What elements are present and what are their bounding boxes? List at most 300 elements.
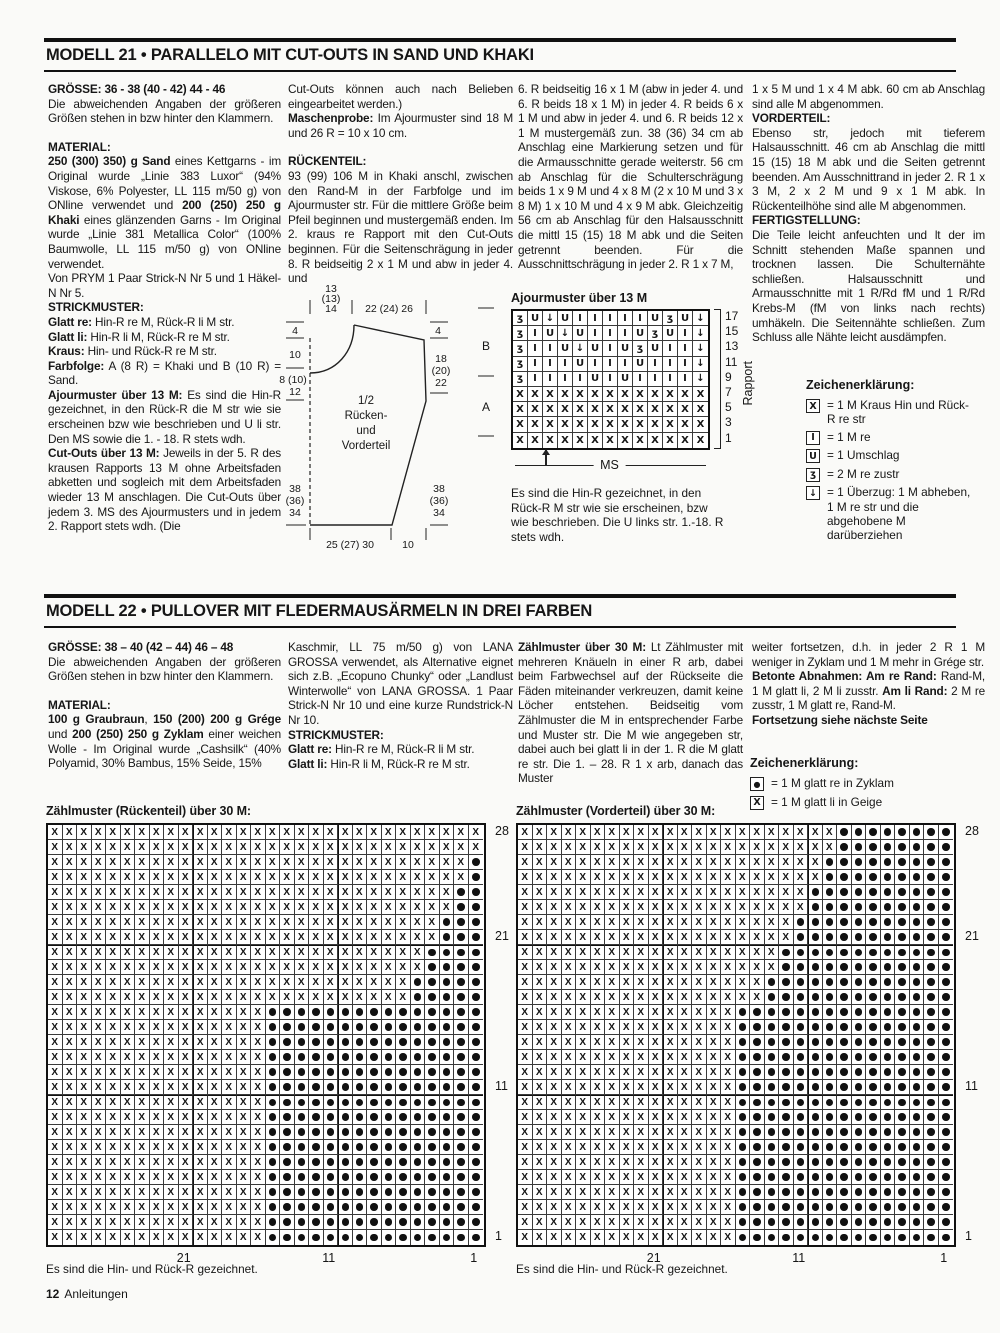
chart-cell: X <box>121 1230 136 1245</box>
row-number: 13 <box>725 339 739 354</box>
chart-cell <box>295 1125 310 1140</box>
chart-cell: X <box>750 915 765 930</box>
dot-symbol-icon <box>457 888 465 896</box>
chart-cell: X <box>193 1215 208 1230</box>
chart-cell <box>295 1215 310 1230</box>
chart-cell: X <box>237 960 252 975</box>
chart-cell <box>382 1155 397 1170</box>
dot-symbol-icon <box>927 1128 935 1136</box>
chart-cell: X <box>576 1125 591 1140</box>
chart-cell: X <box>164 930 179 945</box>
chart-cell: X <box>750 840 765 855</box>
chart-cell: X <box>605 1080 620 1095</box>
chart-cell <box>910 1050 925 1065</box>
chart-cell: X <box>588 417 603 432</box>
chart-cell: X <box>48 1155 63 1170</box>
chart-cell: X <box>193 1185 208 1200</box>
dot-symbol-icon <box>443 1234 451 1242</box>
chart-cell <box>266 1035 281 1050</box>
dot-symbol-icon <box>898 933 906 941</box>
chart-cell: X <box>736 945 751 960</box>
dot-symbol-icon <box>913 1218 921 1226</box>
dot-symbol-icon <box>797 1053 805 1061</box>
chart-cell <box>939 915 954 930</box>
chart-cell: ʒ <box>513 311 528 326</box>
chart-cell: X <box>440 900 455 915</box>
chart-cell <box>794 960 809 975</box>
chart-cell <box>924 990 939 1005</box>
chart-cell: X <box>721 1050 736 1065</box>
chart-cell: X <box>106 1140 121 1155</box>
dot-symbol-icon <box>428 1083 436 1091</box>
dot-symbol-icon <box>840 843 848 851</box>
chart-cell: X <box>382 840 397 855</box>
chart-cell: X <box>533 1230 548 1245</box>
dot-symbol-icon <box>913 1143 921 1151</box>
chart-cell <box>309 1110 324 1125</box>
chart-cell: X <box>338 855 353 870</box>
chart-cell <box>837 1215 852 1230</box>
dot-symbol-icon <box>443 1128 451 1136</box>
chart-cell: X <box>179 1080 194 1095</box>
chart-cell <box>469 1125 484 1140</box>
dot-symbol-icon <box>457 1203 465 1211</box>
chart-cell <box>895 900 910 915</box>
chart-cell: X <box>547 975 562 990</box>
chart-cell <box>852 900 867 915</box>
chart-cell: X <box>77 1140 92 1155</box>
chart-cell <box>440 1080 455 1095</box>
chart-cell: X <box>150 840 165 855</box>
chart-cell: X <box>324 945 339 960</box>
chart-cell: X <box>518 915 533 930</box>
chart-cell: X <box>692 975 707 990</box>
chart-cell <box>367 1050 382 1065</box>
dot-symbol-icon <box>898 1143 906 1151</box>
chart-cell <box>765 1200 780 1215</box>
dot-symbol-icon <box>283 1173 291 1181</box>
chart-cell: X <box>707 900 722 915</box>
chart-cell: X <box>779 870 794 885</box>
chart-cell <box>866 1125 881 1140</box>
dot-symbol-icon <box>298 1023 306 1031</box>
dot-symbol-icon <box>443 933 451 941</box>
chart-cell: I <box>528 357 543 372</box>
chart-cell <box>779 1170 794 1185</box>
chart-cell: X <box>620 1020 635 1035</box>
chart-cell: X <box>605 1005 620 1020</box>
chart-cell: X <box>338 915 353 930</box>
chart-cell: X <box>92 915 107 930</box>
chart-cell: X <box>591 945 606 960</box>
chart-cell: X <box>634 945 649 960</box>
symbol-box-icon: U <box>806 449 820 463</box>
chart-cell: X <box>237 1155 252 1170</box>
chart-cell <box>338 1230 353 1245</box>
chart-cell <box>338 1125 353 1140</box>
chart-cell <box>823 915 838 930</box>
chart-cell: X <box>63 1155 78 1170</box>
dot-symbol-icon <box>812 949 820 957</box>
dot-symbol-icon <box>884 1083 892 1091</box>
chart-cell <box>396 1080 411 1095</box>
dot-symbol-icon <box>840 1173 848 1181</box>
chart-cell: X <box>92 1185 107 1200</box>
dot-symbol-icon <box>782 993 790 1001</box>
back-chart <box>46 804 526 1265</box>
dot-symbol-icon <box>370 1173 378 1181</box>
dot-symbol-icon <box>812 1188 820 1196</box>
dot-symbol-icon <box>768 1113 776 1121</box>
chart-cell: X <box>382 945 397 960</box>
chart-cell: X <box>547 840 562 855</box>
dot-symbol-icon <box>356 1158 364 1166</box>
chart-cell: X <box>547 960 562 975</box>
chart-cell: X <box>338 825 353 840</box>
chart-cell: X <box>396 900 411 915</box>
chart-cell <box>765 1020 780 1035</box>
dot-symbol-icon <box>884 873 892 881</box>
dot-symbol-icon <box>370 1023 378 1031</box>
chart-cell: X <box>663 1020 678 1035</box>
chart-cell <box>895 1110 910 1125</box>
chart-cell: X <box>106 840 121 855</box>
chart-cell <box>794 1110 809 1125</box>
chart-cell <box>837 885 852 900</box>
chart-cell: X <box>678 1005 693 1020</box>
chart-cell: X <box>266 930 281 945</box>
chart-cell: X <box>92 1170 107 1185</box>
chart-cell <box>324 1230 339 1245</box>
chart-cell: X <box>649 1080 664 1095</box>
chart-cell <box>295 1020 310 1035</box>
chart-cell <box>353 1155 368 1170</box>
chart-cell: X <box>164 1035 179 1050</box>
chart-cell <box>425 1005 440 1020</box>
chart-cell <box>866 1170 881 1185</box>
chart-cell: X <box>469 840 484 855</box>
chart-cell: X <box>150 1215 165 1230</box>
chart-cell: X <box>396 960 411 975</box>
chart-cell: X <box>92 975 107 990</box>
chart-cell <box>266 1065 281 1080</box>
measurement-label: 34 <box>289 507 301 519</box>
dot-symbol-icon <box>356 1203 364 1211</box>
dot-symbol-icon <box>739 1068 747 1076</box>
chart-cell: X <box>106 1125 121 1140</box>
chart-cell: X <box>547 1200 562 1215</box>
chart-cell: X <box>280 840 295 855</box>
chart-cell: X <box>309 930 324 945</box>
chart-cell: X <box>324 855 339 870</box>
chart-cell: X <box>576 1020 591 1035</box>
dot-symbol-icon <box>869 1083 877 1091</box>
chart-cell <box>779 1230 794 1245</box>
chart-cell: X <box>603 387 618 402</box>
dot-symbol-icon <box>370 1038 378 1046</box>
chart-cell: X <box>106 855 121 870</box>
chart-cell: X <box>533 885 548 900</box>
dot-symbol-icon <box>840 978 848 986</box>
chart-cell <box>808 1170 823 1185</box>
chart-cell <box>454 945 469 960</box>
chart-cell: X <box>251 1035 266 1050</box>
dot-symbol-icon <box>472 1008 480 1016</box>
dot-symbol-icon <box>797 978 805 986</box>
dot-symbol-icon <box>385 1038 393 1046</box>
chart-cell: X <box>591 1230 606 1245</box>
chart-cell <box>939 885 954 900</box>
dot-symbol-icon <box>443 1023 451 1031</box>
chart-cell: X <box>547 915 562 930</box>
chart-cell: X <box>533 960 548 975</box>
chart-cell: X <box>382 885 397 900</box>
chart-cell: X <box>237 915 252 930</box>
chart-cell <box>367 1020 382 1035</box>
chart-cell: X <box>92 1200 107 1215</box>
dot-symbol-icon <box>840 949 848 957</box>
chart-cell: X <box>338 885 353 900</box>
dot-symbol-icon <box>414 1068 422 1076</box>
chart-cell: ʒ <box>513 341 528 356</box>
dot-symbol-icon <box>472 1068 480 1076</box>
chart-cell <box>823 900 838 915</box>
dot-symbol-icon <box>327 1053 335 1061</box>
chart-cell: X <box>179 915 194 930</box>
chart-cell: X <box>562 1215 577 1230</box>
dot-symbol-icon <box>739 1038 747 1046</box>
dot-symbol-icon <box>753 1143 761 1151</box>
dot-symbol-icon <box>399 1083 407 1091</box>
chart-cell: ʒ <box>513 372 528 387</box>
dot-symbol-icon <box>840 993 848 1001</box>
dot-symbol-icon <box>812 903 820 911</box>
chart-cell: X <box>558 402 573 417</box>
chart-cell <box>866 870 881 885</box>
chart-cell: X <box>693 402 708 417</box>
dot-symbol-icon <box>884 1218 892 1226</box>
chart-cell <box>295 1170 310 1185</box>
chart-cell: X <box>649 1200 664 1215</box>
chart-cell: X <box>707 840 722 855</box>
chart-cell <box>440 945 455 960</box>
dot-symbol-icon <box>855 1158 863 1166</box>
chart-cell <box>823 990 838 1005</box>
dot-symbol-icon <box>342 1128 350 1136</box>
chart-cell: X <box>750 960 765 975</box>
chart-cell: X <box>135 885 150 900</box>
chart-cell: X <box>280 915 295 930</box>
ms-start-arrow-icon <box>545 450 547 465</box>
dot-symbol-icon <box>312 1128 320 1136</box>
chart-cell: X <box>77 975 92 990</box>
dot-symbol-icon <box>472 1113 480 1121</box>
row-number: 5 <box>725 400 732 415</box>
chart-cell: X <box>750 990 765 1005</box>
chart-cell: X <box>179 1155 194 1170</box>
dot-symbol-icon <box>370 1068 378 1076</box>
dot-symbol-icon <box>283 1099 291 1107</box>
legend-item <box>806 430 996 445</box>
chart-cell <box>454 915 469 930</box>
chart-cell: X <box>353 870 368 885</box>
chart-cell: X <box>63 1065 78 1080</box>
chart-cell <box>852 1065 867 1080</box>
dot-symbol-icon <box>298 1128 306 1136</box>
chart-cell <box>266 1080 281 1095</box>
dot-symbol-icon <box>898 843 906 851</box>
dot-symbol-icon <box>443 1008 451 1016</box>
chart-cell: X <box>222 1230 237 1245</box>
chart-cell <box>939 1095 954 1110</box>
chart-cell <box>765 1140 780 1155</box>
dot-symbol-icon <box>927 1234 935 1242</box>
chart-cell <box>295 1140 310 1155</box>
chart-cell: X <box>591 1080 606 1095</box>
chart-cell <box>910 1185 925 1200</box>
chart-cell: X <box>150 990 165 1005</box>
dot-symbol-icon <box>927 1023 935 1031</box>
dot-symbol-icon <box>797 993 805 1001</box>
chart-cell <box>454 1065 469 1080</box>
chart-cell <box>324 1005 339 1020</box>
dot-symbol-icon <box>855 993 863 1001</box>
chart-cell <box>367 1230 382 1245</box>
paragraph: Kaschmir, LL 75 m/50 g) von LANA GROSSA verwendet, als Alternative eignet sich z.B. „Ecopuno Chunky“ oder „Landlust Winterwolle“ von LANA GROSSA. 1 Paar Strick-N Nr 10 und eine kurze Rundstrick-N Nr 10. <box>288 640 513 727</box>
dot-symbol-icon <box>840 1158 848 1166</box>
chart-cell <box>469 945 484 960</box>
chart-cell: X <box>411 885 426 900</box>
dot-symbol-icon <box>269 1203 277 1211</box>
chart-cell <box>469 1080 484 1095</box>
chart-cell: X <box>620 1155 635 1170</box>
chart-cell: X <box>562 960 577 975</box>
dot-symbol-icon <box>399 1188 407 1196</box>
dot-symbol-icon <box>472 1099 480 1107</box>
chart-cell: X <box>63 945 78 960</box>
dot-symbol-icon <box>342 1188 350 1196</box>
chart-cell <box>440 1095 455 1110</box>
paragraph: Von PRYM 1 Paar Strick-N Nr 5 und 1 Häkel-N Nr 5. <box>48 271 281 300</box>
chart-cell <box>866 1155 881 1170</box>
chart-cell: X <box>605 915 620 930</box>
chart-cell: I <box>603 326 618 341</box>
dot-symbol-icon <box>855 933 863 941</box>
chart-cell: X <box>518 1125 533 1140</box>
chart-cell: X <box>106 1020 121 1035</box>
chart-cell <box>765 1050 780 1065</box>
chart-cell: X <box>135 1065 150 1080</box>
dot-symbol-icon <box>298 1038 306 1046</box>
dot-symbol-icon <box>812 1083 820 1091</box>
dot-symbol-icon <box>414 1234 422 1242</box>
chart-cell: X <box>562 1140 577 1155</box>
dot-symbol-icon <box>927 888 935 896</box>
dot-symbol-icon <box>812 993 820 1001</box>
chart-cell <box>895 1020 910 1035</box>
dot-symbol-icon <box>269 1158 277 1166</box>
chart-cell: X <box>533 1005 548 1020</box>
chart-cell <box>823 1185 838 1200</box>
dot-symbol-icon <box>812 1203 820 1211</box>
chart-cell: X <box>222 945 237 960</box>
chart-cell: I <box>678 341 693 356</box>
chart-cell <box>852 1035 867 1050</box>
paragraph: Ajourmuster über 13 M: Es sind die Hin-R gezeichnet, in den Rück-R die M str wie sie erscheinen bzw wie beschrieben und U li str. Den MS sowie die 1. - 18. R stets wdh. <box>48 387 281 446</box>
dot-symbol-icon <box>869 1023 877 1031</box>
chart-cell: X <box>634 1035 649 1050</box>
chart-cell <box>750 1050 765 1065</box>
dot-symbol-icon <box>283 1143 291 1151</box>
chart-cell <box>469 1200 484 1215</box>
chart-cell <box>765 1005 780 1020</box>
chart-cell: X <box>454 855 469 870</box>
dot-symbol-icon <box>428 963 436 971</box>
chart-cell <box>895 1140 910 1155</box>
chart-cell: X <box>707 870 722 885</box>
chart-cell <box>396 1050 411 1065</box>
chart-cell: X <box>164 1230 179 1245</box>
chart-cell <box>440 1020 455 1035</box>
chart-cell: X <box>179 870 194 885</box>
chart-cell <box>338 1065 353 1080</box>
dot-symbol-icon <box>898 1113 906 1121</box>
chart-cell <box>852 1170 867 1185</box>
chart-cell: X <box>620 930 635 945</box>
chart-cell: X <box>324 915 339 930</box>
chart-cell <box>382 1020 397 1035</box>
dot-symbol-icon <box>269 1038 277 1046</box>
chart-cell: X <box>518 1080 533 1095</box>
chart-cell: X <box>295 825 310 840</box>
chart-cell: X <box>591 1125 606 1140</box>
chart-cell: X <box>707 1215 722 1230</box>
chart-cell: X <box>135 900 150 915</box>
chart-cell: X <box>547 1230 562 1245</box>
chart-cell: X <box>135 1215 150 1230</box>
chart-cell: X <box>547 870 562 885</box>
chart-cell <box>895 1005 910 1020</box>
chart-cell: X <box>576 1230 591 1245</box>
dot-symbol-icon <box>370 1053 378 1061</box>
dot-symbol-icon <box>399 1218 407 1226</box>
dot-symbol-icon <box>472 1053 480 1061</box>
dot-symbol-icon <box>269 1128 277 1136</box>
chart-cell: X <box>237 870 252 885</box>
chart-cell <box>353 1230 368 1245</box>
chart-cell: X <box>382 990 397 1005</box>
dot-symbol-icon <box>443 1053 451 1061</box>
chart-cell: X <box>618 402 633 417</box>
chart-cell: X <box>208 885 223 900</box>
chart-cell: X <box>106 1110 121 1125</box>
chart-cell: I <box>528 372 543 387</box>
dot-symbol-icon <box>472 858 480 866</box>
col-number: 21 <box>176 1251 191 1265</box>
chart-cell: X <box>605 975 620 990</box>
chart-cell: X <box>576 1080 591 1095</box>
dot-symbol-icon <box>739 1203 747 1211</box>
chart-cell <box>309 1155 324 1170</box>
chart-cell <box>852 1050 867 1065</box>
chart-cell: X <box>77 1215 92 1230</box>
chart-cell: X <box>193 840 208 855</box>
dot-symbol-icon <box>797 1128 805 1136</box>
chart-cell: X <box>591 855 606 870</box>
chart-cell: X <box>63 1200 78 1215</box>
paragraph: weiter fortsetzen, d.h. in jeder 2 R 1 M weniger in Zyklam und 1 M mehr in Grége str. <box>752 640 985 669</box>
chart-cell <box>324 1215 339 1230</box>
